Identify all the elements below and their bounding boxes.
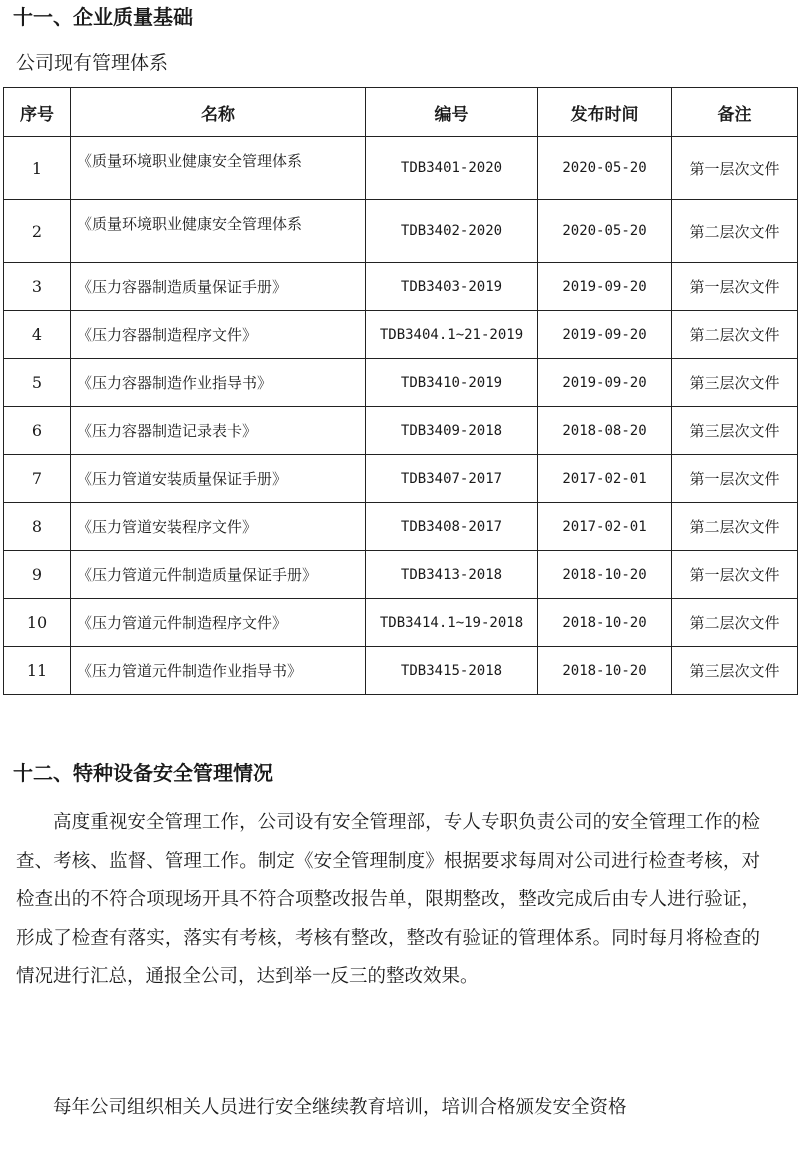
cell-index: 6 <box>4 407 71 455</box>
header-index: 序号 <box>4 88 71 137</box>
paragraph-safety-training: 每年公司组织相关人员进行安全继续教育培训，培训合格颁发安全资格 <box>53 1097 627 1118</box>
table-row <box>4 200 798 263</box>
cell-index: 10 <box>4 599 71 647</box>
cell-name <box>71 263 366 311</box>
paragraph-safety-management: 高度重视安全管理工作，公司设有安全管理部，专人专职负责公司的安全管理工作的检查、考核、监督、管理工作。制定《安全管理制度》根据要求每周对公司进行检查考核，对检查出的不符合项现场开具不符合项整改报告单，限期整改，整改完成后由专人进行验证，形成了检查有落实，落实有考核，考核有整改，整改有验证的管理体系。同时每月将检查的情况进行汇总，通报全公司，达到举一反三的整改效果。 <box>16 812 760 987</box>
cell-code: TDB3410-2019 <box>366 359 538 407</box>
cell-release-date: 2018-10-20 <box>538 647 672 695</box>
cell-code: TDB3404.1~21-2019 <box>366 311 538 359</box>
cell-name-text: 《质量环境职业健康安全管理体系 <box>77 151 303 170</box>
table-header-row <box>4 88 798 137</box>
cell-index: 8 <box>4 503 71 551</box>
table-row <box>4 647 798 695</box>
header-release-date: 发布时间 <box>538 88 672 137</box>
header-code: 编号 <box>366 88 538 137</box>
table-body <box>4 137 798 695</box>
cell-name-text: 《压力管道安装质量保证手册》 <box>77 470 288 488</box>
cell-name <box>71 599 366 647</box>
cell-note: 第一层次文件 <box>672 263 798 311</box>
cell-code: TDB3401-2020 <box>366 137 538 200</box>
cell-name-text: 《压力管道元件制造作业指导书》 <box>77 662 303 680</box>
cell-name-text: 《压力管道安装程序文件》 <box>77 518 258 536</box>
cell-code: TDB3403-2019 <box>366 263 538 311</box>
cell-note: 第三层次文件 <box>672 407 798 455</box>
cell-release-date: 2017-02-01 <box>538 455 672 503</box>
cell-note: 第一层次文件 <box>672 137 798 200</box>
cell-note: 第一层次文件 <box>672 455 798 503</box>
cell-note: 第二层次文件 <box>672 599 798 647</box>
table-row <box>4 551 798 599</box>
cell-release-date: 2020-05-20 <box>538 200 672 263</box>
cell-code: TDB3408-2017 <box>366 503 538 551</box>
cell-note: 第二层次文件 <box>672 311 798 359</box>
cell-code: TDB3415-2018 <box>366 647 538 695</box>
table-row <box>4 137 798 200</box>
cell-index: 9 <box>4 551 71 599</box>
section-11-heading: 十一、企业质量基础 <box>13 5 193 29</box>
cell-index: 1 <box>4 137 71 200</box>
section-12-heading: 十二、特种设备安全管理情况 <box>13 761 273 785</box>
cell-name-text: 《压力容器制造作业指导书》 <box>77 374 273 392</box>
cell-index: 11 <box>4 647 71 695</box>
cell-code: TDB3409-2018 <box>366 407 538 455</box>
table-row <box>4 263 798 311</box>
cell-name-text: 《压力管道元件制造程序文件》 <box>77 614 288 632</box>
cell-note: 第二层次文件 <box>672 503 798 551</box>
table-row <box>4 311 798 359</box>
cell-release-date: 2018-10-20 <box>538 599 672 647</box>
cell-code: TDB3402-2020 <box>366 200 538 263</box>
cell-name <box>71 503 366 551</box>
cell-index: 7 <box>4 455 71 503</box>
cell-name-text: 《压力管道元件制造质量保证手册》 <box>77 566 318 584</box>
table-row <box>4 599 798 647</box>
cell-code: TDB3413-2018 <box>366 551 538 599</box>
cell-index: 4 <box>4 311 71 359</box>
cell-name-text: 《压力容器制造质量保证手册》 <box>77 278 288 296</box>
cell-index: 2 <box>4 200 71 263</box>
cell-index: 5 <box>4 359 71 407</box>
cell-name <box>71 359 366 407</box>
cell-name <box>71 311 366 359</box>
table-row <box>4 503 798 551</box>
cell-code: TDB3414.1~19-2018 <box>366 599 538 647</box>
header-note: 备注 <box>672 88 798 137</box>
cell-note: 第一层次文件 <box>672 551 798 599</box>
cell-note: 第三层次文件 <box>672 359 798 407</box>
cell-note: 第二层次文件 <box>672 200 798 263</box>
header-name: 名称 <box>71 88 366 137</box>
table-subtitle: 公司现有管理体系 <box>16 52 169 74</box>
cell-release-date: 2018-08-20 <box>538 407 672 455</box>
management-system-table <box>3 87 798 695</box>
cell-code: TDB3407-2017 <box>366 455 538 503</box>
table-row <box>4 407 798 455</box>
cell-name <box>71 200 366 263</box>
cell-name <box>71 647 366 695</box>
cell-release-date: 2018-10-20 <box>538 551 672 599</box>
cell-release-date: 2019-09-20 <box>538 359 672 407</box>
cell-name-text: 《压力容器制造记录表卡》 <box>77 422 258 440</box>
cell-release-date: 2019-09-20 <box>538 311 672 359</box>
cell-name <box>71 551 366 599</box>
cell-name <box>71 407 366 455</box>
cell-name <box>71 137 366 200</box>
cell-release-date: 2019-09-20 <box>538 263 672 311</box>
cell-name-text: 《质量环境职业健康安全管理体系 <box>77 214 303 233</box>
cell-note: 第三层次文件 <box>672 647 798 695</box>
cell-name <box>71 455 366 503</box>
table-row <box>4 455 798 503</box>
cell-release-date: 2020-05-20 <box>538 137 672 200</box>
cell-index: 3 <box>4 263 71 311</box>
cell-name-text: 《压力容器制造程序文件》 <box>77 326 258 344</box>
table-row <box>4 359 798 407</box>
cell-release-date: 2017-02-01 <box>538 503 672 551</box>
